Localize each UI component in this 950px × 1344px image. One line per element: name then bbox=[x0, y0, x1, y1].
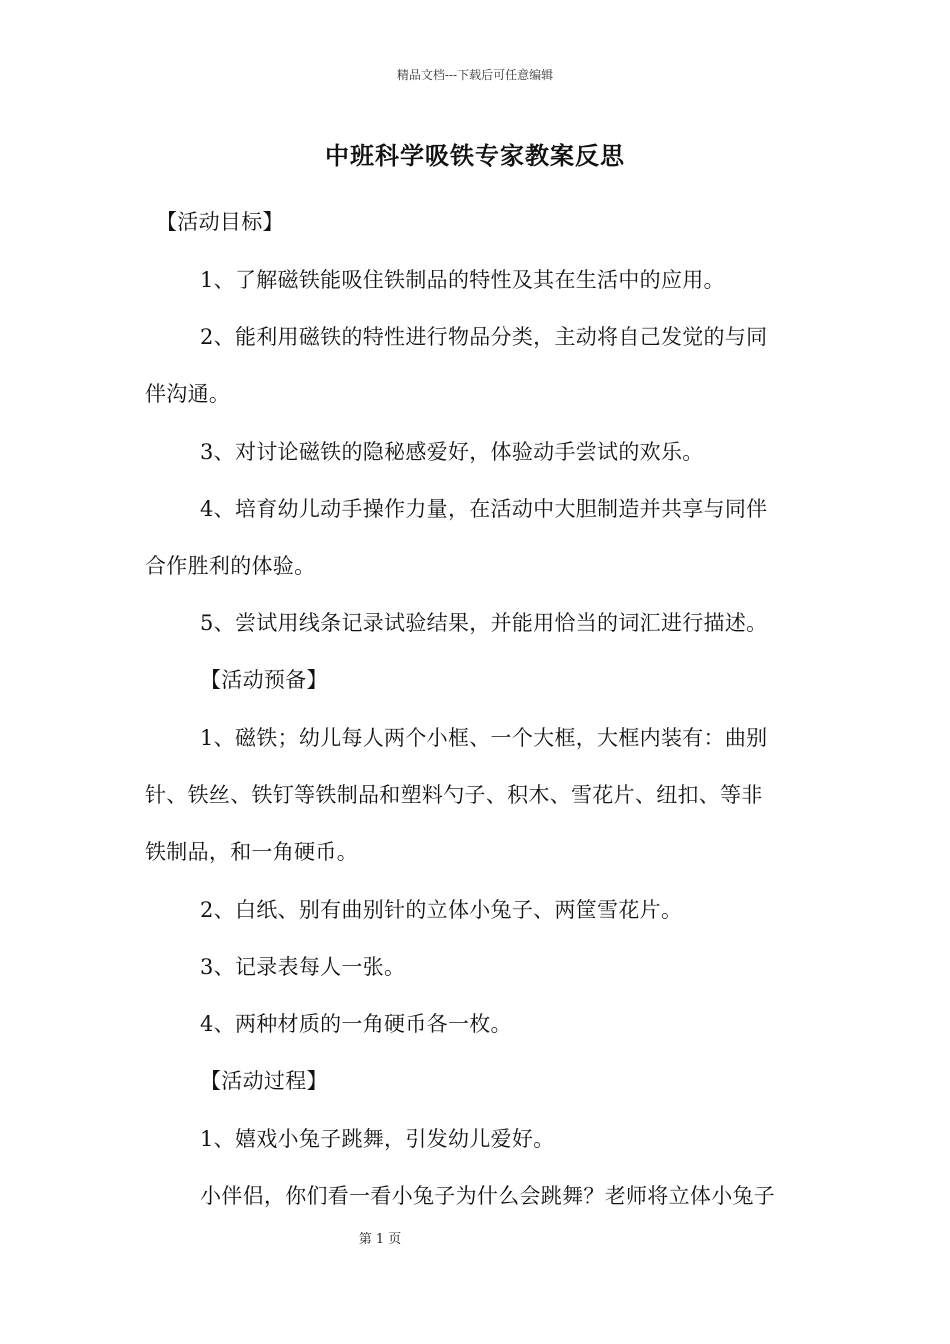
paragraph-line: 1、了解磁铁能吸住铁制品的特性及其在生活中的应用。 bbox=[200, 268, 725, 292]
paragraph-line: 1、磁铁；幼儿每人两个小框、一个大框，大框内装有：曲别 bbox=[200, 726, 768, 750]
paragraph-line: 伴沟通。 bbox=[145, 382, 231, 406]
paragraph-line: 3、对讨论磁铁的隐秘感爱好，体验动手尝试的欢乐。 bbox=[200, 440, 704, 464]
paragraph-line: 5、尝试用线条记录试验结果，并能用恰当的词汇进行描述。 bbox=[200, 611, 768, 635]
paragraph-line: 3、记录表每人一张。 bbox=[200, 955, 406, 979]
page-header: 精品文档---下载后可任意编辑 bbox=[396, 68, 554, 82]
paragraph-line: 铁制品，和一角硬币。 bbox=[145, 840, 358, 864]
section-heading-process: 【活动过程】 bbox=[200, 1069, 328, 1093]
paragraph-line: 4、两种材质的一角硬币各一枚。 bbox=[200, 1012, 512, 1036]
paragraph-line: 2、能利用磁铁的特性进行物品分类，主动将自己发觉的与同 bbox=[200, 325, 768, 349]
paragraph-line: 小伴侣，你们看一看小兔子为什么会跳舞？老师将立体小兔子 bbox=[200, 1184, 776, 1208]
document-title: 中班科学吸铁专家教案反思 bbox=[325, 141, 625, 170]
paragraph-line: 1、嬉戏小兔子跳舞，引发幼儿爱好。 bbox=[200, 1127, 555, 1151]
paragraph-line: 4、培育幼儿动手操作力量，在活动中大胆制造并共享与同伴 bbox=[200, 497, 768, 521]
section-heading-goals: 【活动目标】 bbox=[156, 210, 284, 234]
section-heading-preparation: 【活动预备】 bbox=[200, 668, 328, 692]
paragraph-line: 合作胜利的体验。 bbox=[145, 554, 316, 578]
page-number: 第 1 页 bbox=[358, 1232, 402, 1247]
paragraph-line: 2、白纸、别有曲别针的立体小兔子、两筐雪花片。 bbox=[200, 898, 683, 922]
paragraph-line: 针、铁丝、铁钉等铁制品和塑料勺子、积木、雪花片、纽扣、等非 bbox=[145, 783, 763, 807]
